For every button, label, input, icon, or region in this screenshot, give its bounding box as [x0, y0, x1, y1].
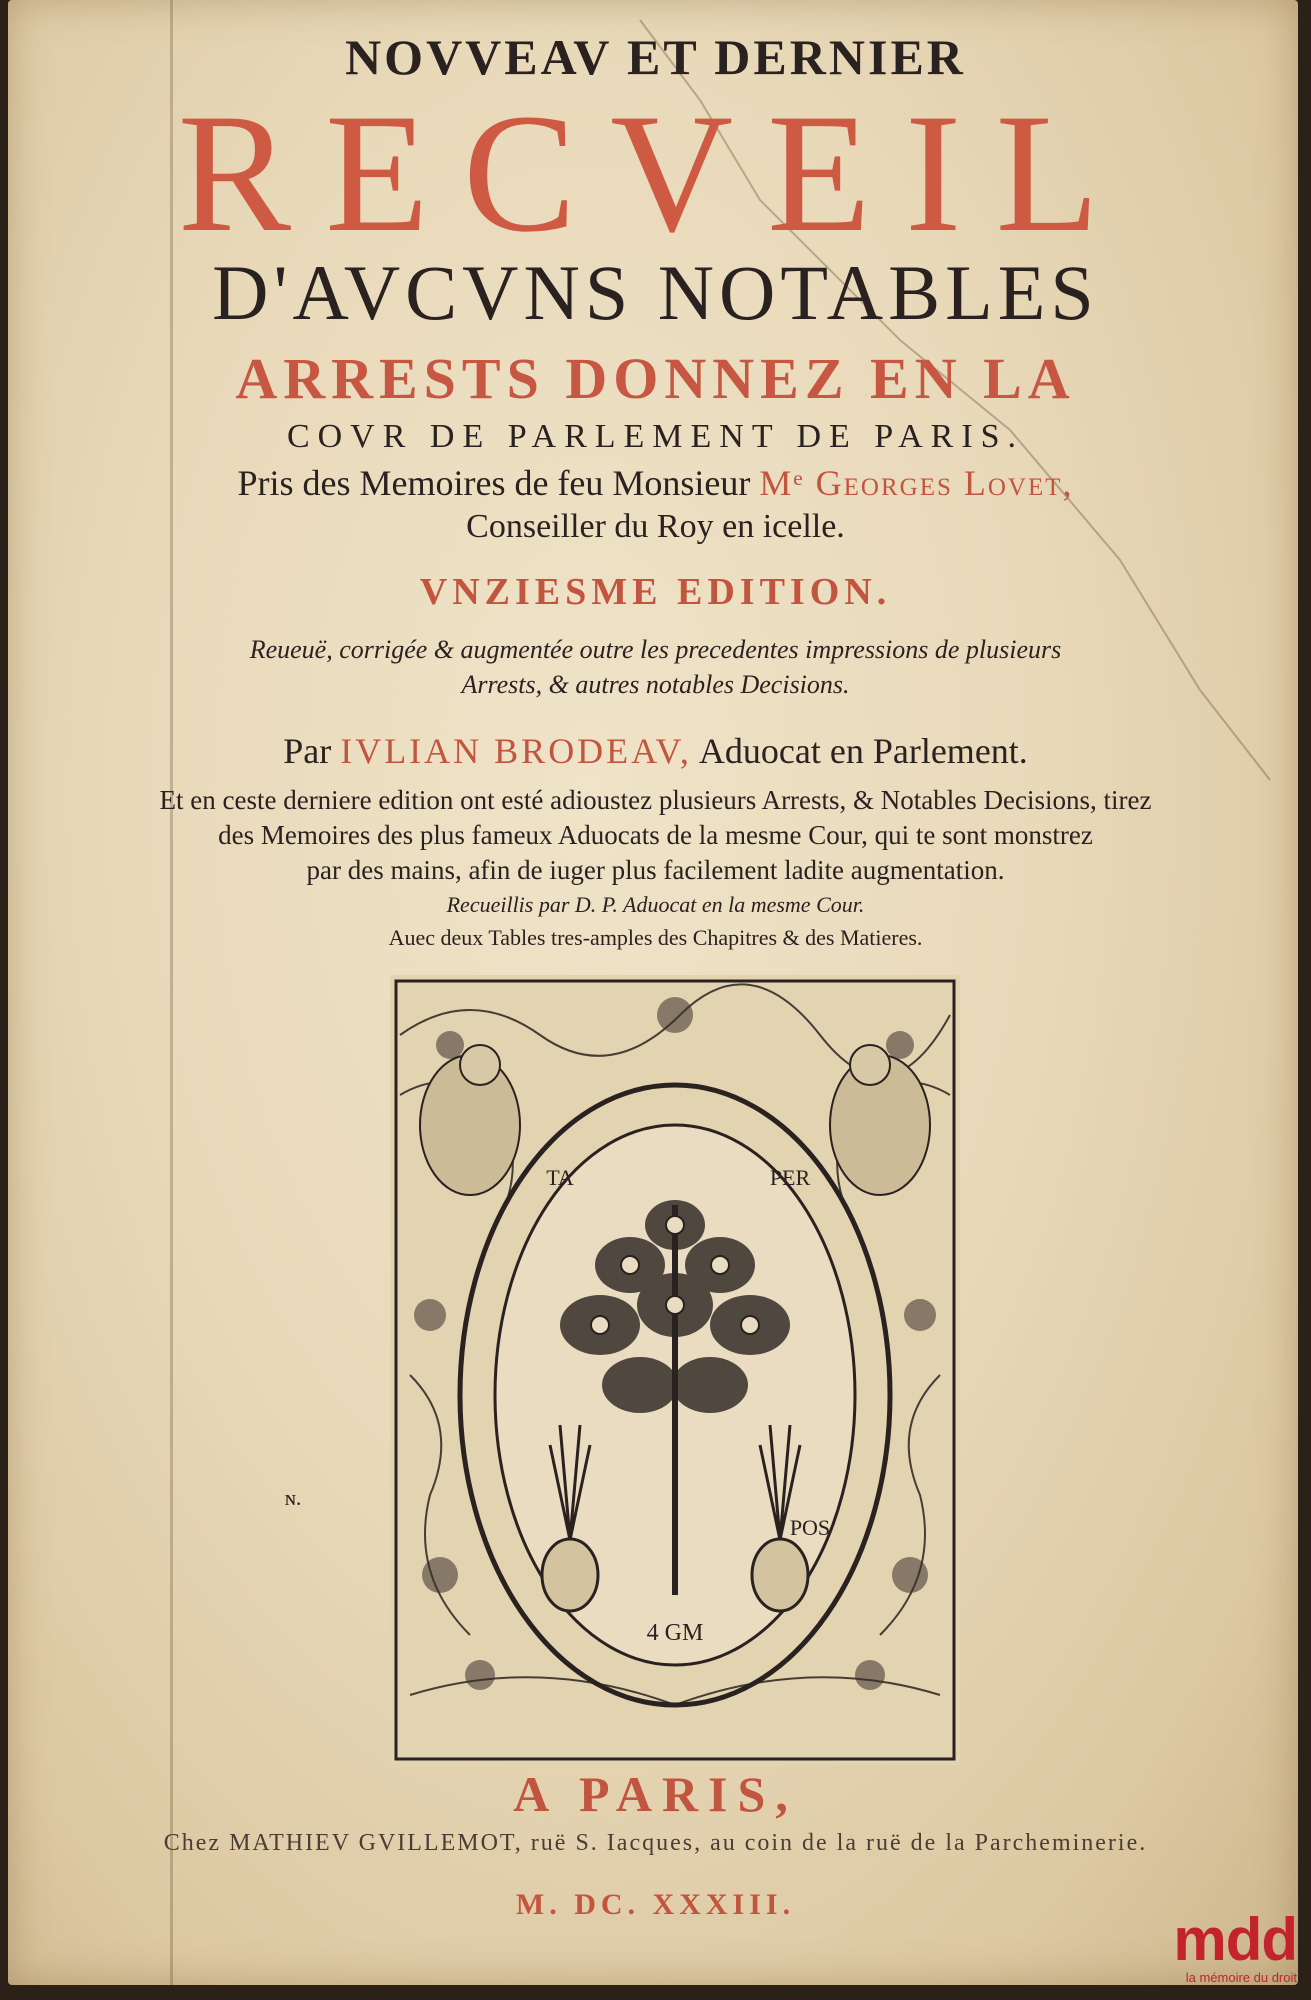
revised-line-1: Reueuë, corrigée & augmentée outre les precedentes impressions de plusieurs — [249, 635, 1062, 664]
edition-line: VNZIESME EDITION. — [419, 571, 892, 613]
memoires-prefix: Pris des Memoires de feu Monsieur — [237, 463, 751, 503]
woodcut-printer-device — [390, 975, 960, 1765]
title-line-3: D'AVCVNS NOTABLES — [212, 249, 1099, 336]
mdd-caption: la mémoire du droit — [1185, 1970, 1297, 1985]
addition-line-2: des Memoires des plus fameux Aduocats de la mesme Cour, qui te sont monstrez — [218, 820, 1093, 850]
conseiller-line: Conseiller du Roy en icelle. — [466, 508, 845, 545]
memoires-line — [0, 462, 1311, 504]
addition-line-3: par des mains, afin de iuger plus facilement ladite augmentation. — [306, 855, 1005, 885]
title-line-1: NOVVEAV ET DERNIER — [345, 29, 966, 85]
addition-line-1: Et en ceste derniere edition ont esté adioustez plusieurs Arrests, & Notables Decisions, tirez — [159, 785, 1152, 815]
mdd-logo: mdd — [1173, 1906, 1297, 1973]
collected-by-line: Recueillis par D. P. Aduocat en la mesme Cour. — [446, 892, 865, 917]
title-line-5: COVR DE PARLEMENT DE PARIS. — [286, 418, 1025, 455]
printer-line: Chez MATHIEV GVILLEMOT, ruë S. Iacques, au coin de la ruë de la Parcheminerie. — [163, 1830, 1148, 1856]
woodcut-motto-bottom: POS — [789, 1515, 831, 1540]
title-line-4: ARRESTS DONNEZ EN LA — [235, 346, 1076, 411]
memoires-author: Mᵉ Georges Lovet, — [759, 463, 1074, 503]
woodcut-monogram: 4 GM — [646, 1620, 704, 1646]
woodcut-motto-left: TA — [546, 1165, 574, 1190]
author-prefix: Par — [283, 731, 332, 771]
place-of-publication: A PARIS, — [513, 1766, 798, 1822]
author-name: IVLIAN BRODEAV, — [340, 731, 692, 771]
year-of-publication: M. DC. XXXIII. — [515, 1888, 796, 1921]
tables-line: Auec deux Tables tres-amples des Chapitres & des Matieres. — [388, 925, 923, 950]
author-suffix: Aduocat en Parlement. — [698, 731, 1028, 771]
woodcut-motto-right: PER — [769, 1165, 811, 1190]
author-line — [0, 730, 1311, 772]
title-main-recveil: RECVEIL — [177, 79, 1134, 267]
revised-line-2: Arrests, & autres notables Decisions. — [461, 670, 850, 699]
mdd-watermark — [1147, 1906, 1297, 1992]
handwritten-mark: ɴ. — [285, 1485, 302, 1510]
